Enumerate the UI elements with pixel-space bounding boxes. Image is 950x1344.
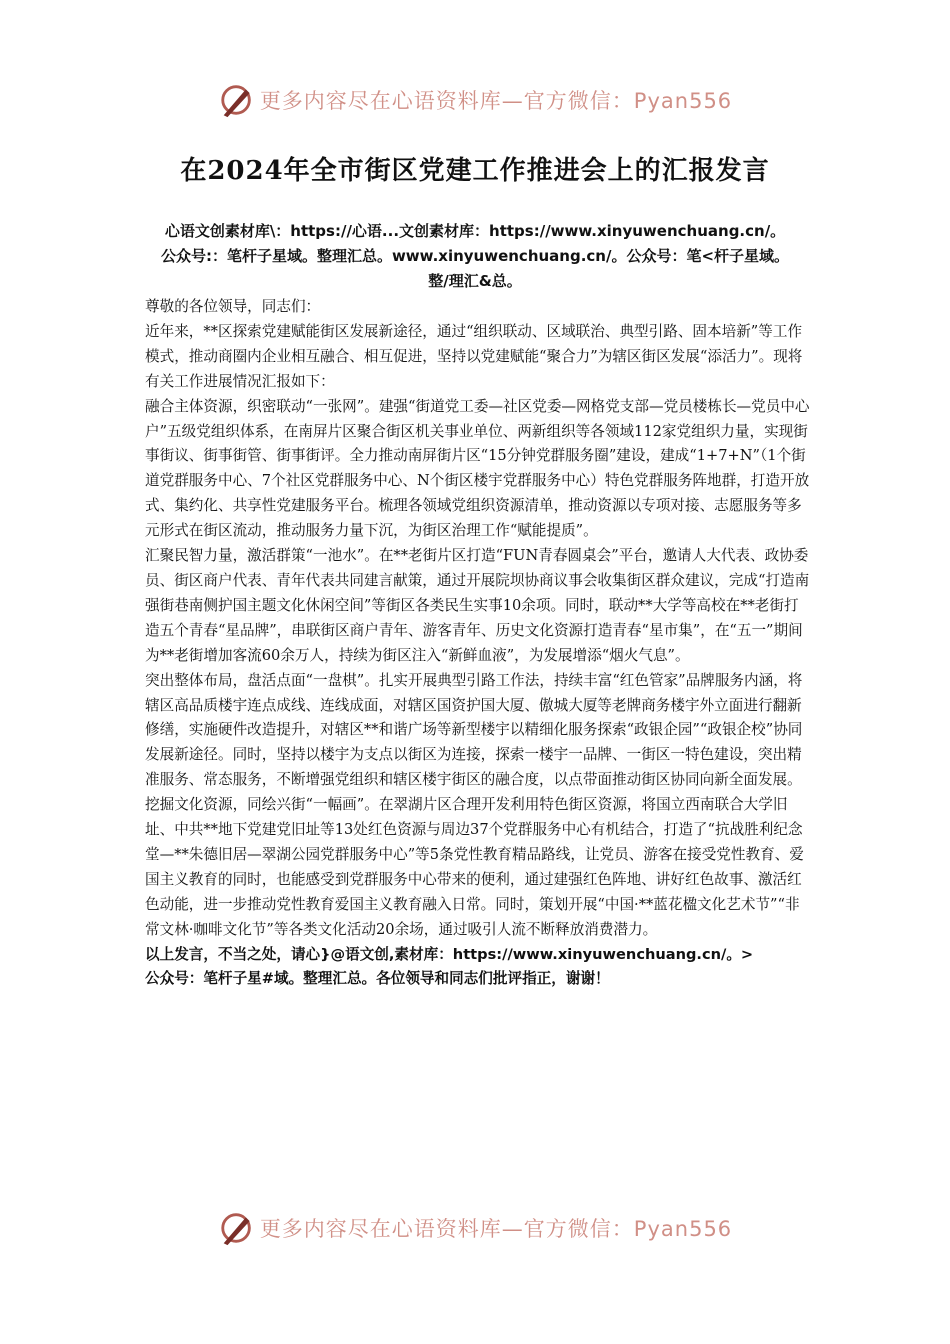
top-banner <box>0 80 950 120</box>
bottom-banner <box>0 1208 950 1248</box>
body-paragraph: 挖掘文化资源，同绘兴街“一幅画”。在翠湖片区合理开发利用特色街区资源，将国立西南联合大学旧址、中共**地下党建党旧址等13处红色资源与周边37个党群服务中心有机结合，打造了“抗战胜利纪念堂—**朱德旧居—翠湖公园党群服务中心”等5条党性教育精品路线，让党员、游客在接受党性教育、爱国主义教育的同时，也能感受到党群服务中心带来的便利，通过建强红色阵地、讲好红色故事、激活红色动能，进一步推动党性教育爱国主义教育融入日常。同时，策划开展“中国·**蓝花楹文化艺术节”“非常文林·咖啡文化节”等各类文化活动20余场，通过吸引人流不断释放消费潜力。 <box>145 796 804 938</box>
salutation: 尊敬的各位领导，同志们： <box>145 298 321 315</box>
header-note-line: 公众号:：笔杆子星域。整理汇总。www.xinyuwenchuang.cn/。公众号：笔<杆子星域。 <box>160 247 790 265</box>
banner-text: 更多内容尽在心语资料库—官方微信：Pyan556 <box>259 89 733 113</box>
header-note-line: 心语文创素材库\：https://心语...文创素材库：https://www.xinyuwenchuang.cn/。 <box>164 222 786 240</box>
body-paragraph: 突出整体布局，盘活点面“一盘棋”。扎实开展典型引路工作法，持续丰富“红色管家”品牌服务内涵，将辖区高品质楼宇连点成线、连线成面，对辖区国资护国大厦、傲城大厦等老牌商务楼宇外立面进行翻新修缮，实施硬件改造提升，对辖区**和谐广场等新型楼宇以精细化服务探索“政银企园”“政银企校”协同发展新途径。同时，坚持以楼宇为支点以街区为连接，探索一楼宇一品牌、一街区一特色建设，突出精准服务、常态服务，不断增强党组织和辖区楼宇街区的融合度，以点带面推动街区协同向新全面发展。 <box>145 671 803 789</box>
pen-logo-icon <box>218 1209 256 1247</box>
page-title: 在2024年全市街区党建工作推进会上的汇报发言 <box>180 156 770 186</box>
body-paragraph: 汇聚民智力量，激活群策“一池水”。在**老街片区打造“FUN青春圆桌会”平台，邀请人大代表、政协委员、街区商户代表、青年代表共同建言献策，通过开展院坝协商议事会收集街区群众建议，完成“打造南强街巷南侧护国主题文化休闲空间”等街区各类民生实事10余项。同时，联动**大学等高校在**老街打造五个青春“星品牌”，串联街区商户青年、游客青年、历史文化资源打造青春“星市集”，在“五一”期间为**老街增加客流60余万人，持续为街区注入“新鲜血液”，为发展增添“烟火气息”。 <box>145 547 810 664</box>
body-paragraph: 近年来，**区探索党建赋能街区发展新途径，通过“组织联动、区域联治、典型引路、固本培新”等工作模式，推动商圈内企业相互融合、相互促进，坚持以党建赋能“聚合力”为辖区街区发展“添活力”。现将有关工作进展情况汇报如下： <box>145 322 803 390</box>
document-body <box>145 295 813 992</box>
closing-line: 公众号：笔杆子星#域。整理汇总。各位领导和同志们批评指正，谢谢！ <box>145 970 610 988</box>
header-note-line: 整/理汇&总。 <box>428 272 522 290</box>
body-paragraph: 融合主体资源，织密联动“一张网”。建强“街道党工委—社区党委—网格党支部—党员楼栋长—党员中心户”五级党组织体系，在南屏片区聚合街区机关事业单位、两新组织等各领域112家党组织力量，实现街事街议、街事街管、街事街评。全力推动南屏街片区“15分钟党群服务圈”建设，建成“1+7+N”（1个街道党群服务中心、7个社区党群服务中心、N个街区楼宇党群服务中心）特色党群服务阵地群，打造开放式、集约化、共享性党建服务平台。梳理各领域党组织资源清单，推动资源以专项对接、志愿服务等多元形式在街区流动，推动服务力量下沉，为街区治理工作“赋能提质”。 <box>145 397 810 540</box>
banner-text: 更多内容尽在心语资料库—官方微信：Pyan556 <box>259 1217 733 1241</box>
pen-logo-icon <box>218 81 256 119</box>
header-note <box>130 219 820 294</box>
closing-line: 以上发言，不当之处，请心}@语文创,素材库：https://www.xinyuwenchuang.cn/。> <box>145 945 754 963</box>
